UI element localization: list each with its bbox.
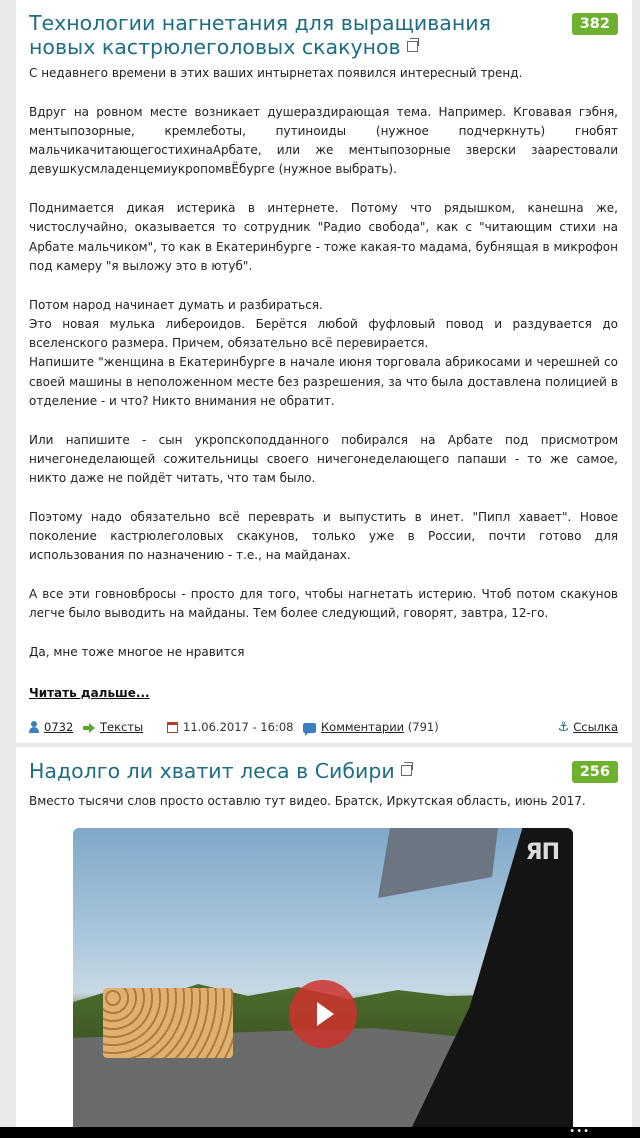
calendar-icon [167, 722, 178, 733]
post-title-text[interactable]: Технологии нагнетания для выращивания новых кастрюлеголовых скакунов [29, 11, 491, 59]
play-icon[interactable] [289, 980, 357, 1048]
post-paragraph: Или напишите - сын укропскоподданного побирался на Арбате под присмотром ничегонеделающей сожительницы своего ничегонеделающего папаши - то же самое, никто даже не пойдёт читать, что там было. [29, 432, 618, 486]
external-link-icon[interactable] [401, 765, 412, 776]
post-date [167, 718, 293, 736]
post-paragraph: С недавнего времени в этих ваших интырнетах появился интересный тренд. [29, 66, 523, 80]
post-paragraph: Потом народ начинает думать и разбираться. Это новая мулька либероидов. Берётся любой фуфловый повод и раздувается до вселенского размера. Причем, обязательно всё перевирается. Напишите "женщина в Екатеринбурге в начале июня торговала абрикосами и черешней со своей машины в неположенном месте без разрешения, за что была доставлена полицией в отделение - и что? Никто внимания не обратит. [29, 297, 618, 409]
post-meta [29, 718, 618, 736]
author [29, 718, 73, 736]
comments [303, 718, 439, 736]
score-badge[interactable]: 256 [572, 761, 618, 783]
system-nav-bar [0, 1127, 640, 1138]
post-paragraph: А все эти говновбросы - просто для того, чтобы нагнетать истерию. Чтоб потом скакунов легче было выводить на майданы. Тем более следующий, говорят, завтра, 12-го. [29, 587, 618, 621]
post-title[interactable] [29, 11, 549, 59]
post-paragraph: Поднимается дикая истерика в интернете. Потому что рядышком, канешна же, чистослучайно, оказывается то сотрудник "Радио свобода", как с "читающим стихи на Арбате мальчиком", то как в Екатеринбурге - тоже какая-то мадама, бубнящая в микрофон под камеру "я выложу это в ютуб". [29, 201, 618, 273]
read-more-link[interactable]: Читать дальше... [29, 686, 150, 700]
permalink [558, 718, 618, 737]
author-link[interactable]: 0732 [44, 720, 74, 734]
video-frame-sign [378, 828, 498, 898]
score-badge[interactable]: 382 [572, 13, 618, 35]
comments-count: (791) [407, 720, 439, 734]
category [83, 718, 143, 736]
post-card [16, 747, 632, 1127]
user-icon [29, 721, 39, 733]
post-title[interactable] [29, 759, 549, 783]
video-player[interactable] [73, 828, 573, 1127]
post-title-text[interactable]: Надолго ли хватит леса в Сибири [29, 759, 395, 783]
more-icon[interactable]: ••• [569, 1126, 590, 1137]
comment-icon [303, 723, 316, 733]
anchor-icon: ⚓ [557, 720, 570, 735]
video-logo: ЯП [525, 840, 559, 865]
comments-link[interactable]: Комментарии [321, 720, 405, 734]
post-paragraph: Поэтому надо обязательно всё переврать и выпустить в инет. "Пипл хавает". Новое поколение кастрюлеголовых скакунов, только уже в России, почти готово для использования по назначению - т.е., на майданах. [29, 509, 618, 563]
post-lead: Вместо тысячи слов просто оставлю тут видео. Братск, Иркутская область, июнь 2017. [29, 794, 586, 808]
post-body [29, 64, 618, 662]
category-link[interactable]: Тексты [100, 720, 144, 734]
date-text: 11.06.2017 - 16:08 [183, 720, 294, 734]
post-paragraph: Вдруг на ровном месте возникает душераздирающая тема. Например. Кговавая гэбня, ментыпозорные, кремлеботы, путиноиды (нужное подчеркнуть) гнобят мальчикачитающегостихинаАрбате, или же ментыпозорные зверски заарестовали девушкусмладенцемиукропомвЁбурге (нужное выбрать). [29, 104, 618, 177]
post-paragraph: Да, мне тоже многое не нравится [29, 644, 245, 659]
post-card [16, 0, 632, 743]
permalink-link[interactable]: Ссылка [573, 720, 618, 734]
arrow-right-icon [83, 723, 95, 733]
external-link-icon[interactable] [407, 41, 418, 52]
video-frame-log-truck [103, 988, 233, 1058]
